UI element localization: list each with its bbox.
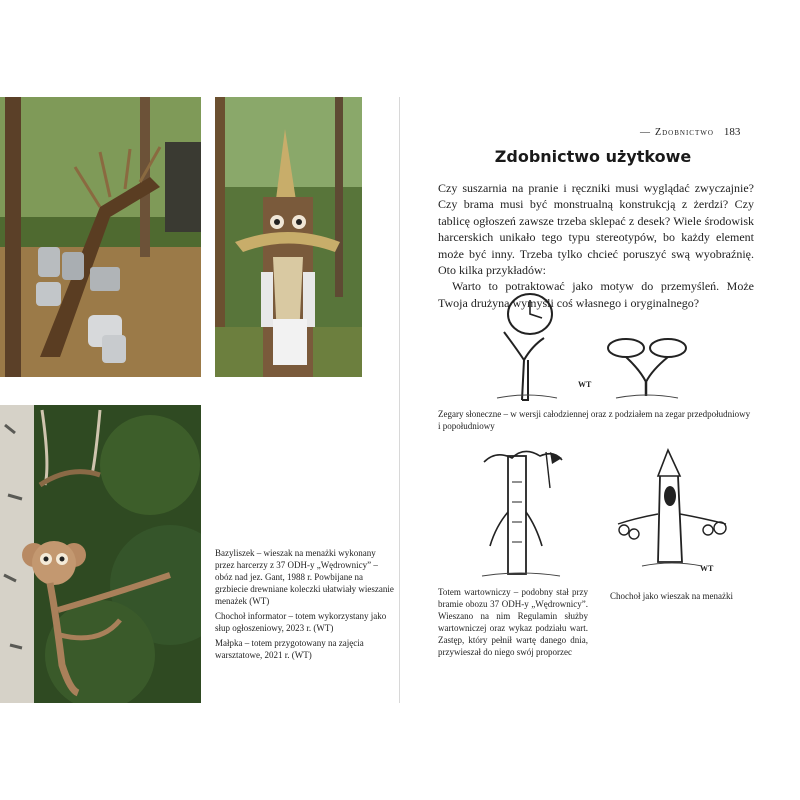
sundial-signature: WT xyxy=(578,380,592,389)
sundial-full-day-drawing xyxy=(492,290,562,402)
photo-captions xyxy=(215,547,396,664)
totem-caption: Totem wartowniczy – podobny stał przy bramie obozu 37 ODH-y „Wędrownicy”. Wieszano na nim Regulamin służby wartowniczej oraz wykaz podziału wart. Zastęp, który pełnił wartę danego dnia, przywieszał do niego swój proporzec xyxy=(438,587,588,657)
body-paragraph-2: Warto to potraktować jako motyw do przemyśleń. Może Twoja drużyna wymyśli coś własnego i oryginalnego? xyxy=(438,279,754,310)
photo-caption-malpka: Małpka – totem przygotowany na zajęcia warsztatowe, 2021 r. (WT) xyxy=(215,638,364,660)
body-paragraph-1: Czy suszarnia na pranie i ręczniki musi wyglądać zwyczajnie? Czy brama musi być monstrualną konstrukcją z żerdzi? Czy tablicę ogłoszeń zawsze trzeba sklepać z desek? Wiele środowisk harcerskich unikało tego typu stereotypów, bo każdy element może być inny. Trzeba tylko chcieć poruszyć swą wyobraźnię. Oto kilka przykładów: xyxy=(438,181,754,278)
running-head xyxy=(640,126,740,138)
page-title: Zdobnictwo użytkowe xyxy=(494,147,692,166)
photo-caption-bazyliszek: Bazyliszek – wieszak na menażki wykonany przez harcerzy z 37 ODH-y „Wędrownicy” – obóz nad jez. Gant, 1988 r. Powbijane na grzbiecie drewniane koleczki ułatwiały wieszanie menażek (WT) xyxy=(215,548,394,606)
running-head-section: Zdobnictwo xyxy=(655,127,714,138)
photo-bazyliszek xyxy=(0,97,201,377)
body-text xyxy=(438,180,754,311)
sundials-caption: Zegary słoneczne – w wersji całodziennej oraz z podziałem na zegar przedpołudniowy i popołudniowy xyxy=(438,409,751,431)
page-number: 183 xyxy=(723,126,741,138)
photo-chochol-informator xyxy=(215,97,362,377)
chochol-signature: WT xyxy=(700,564,714,573)
chochol-caption: Chochoł jako wieszak na menażki xyxy=(610,591,733,601)
sundial-half-day-drawing xyxy=(606,330,688,402)
page-gutter xyxy=(399,97,400,703)
chochol-drawing xyxy=(612,444,734,572)
running-head-dash: — xyxy=(640,127,651,138)
photo-caption-chochol: Chochoł informator – totem wykorzystany jako słup ogłoszeniowy, 2023 r. (WT) xyxy=(215,611,387,633)
totem-drawing xyxy=(476,442,566,582)
photo-malpka xyxy=(0,405,201,703)
